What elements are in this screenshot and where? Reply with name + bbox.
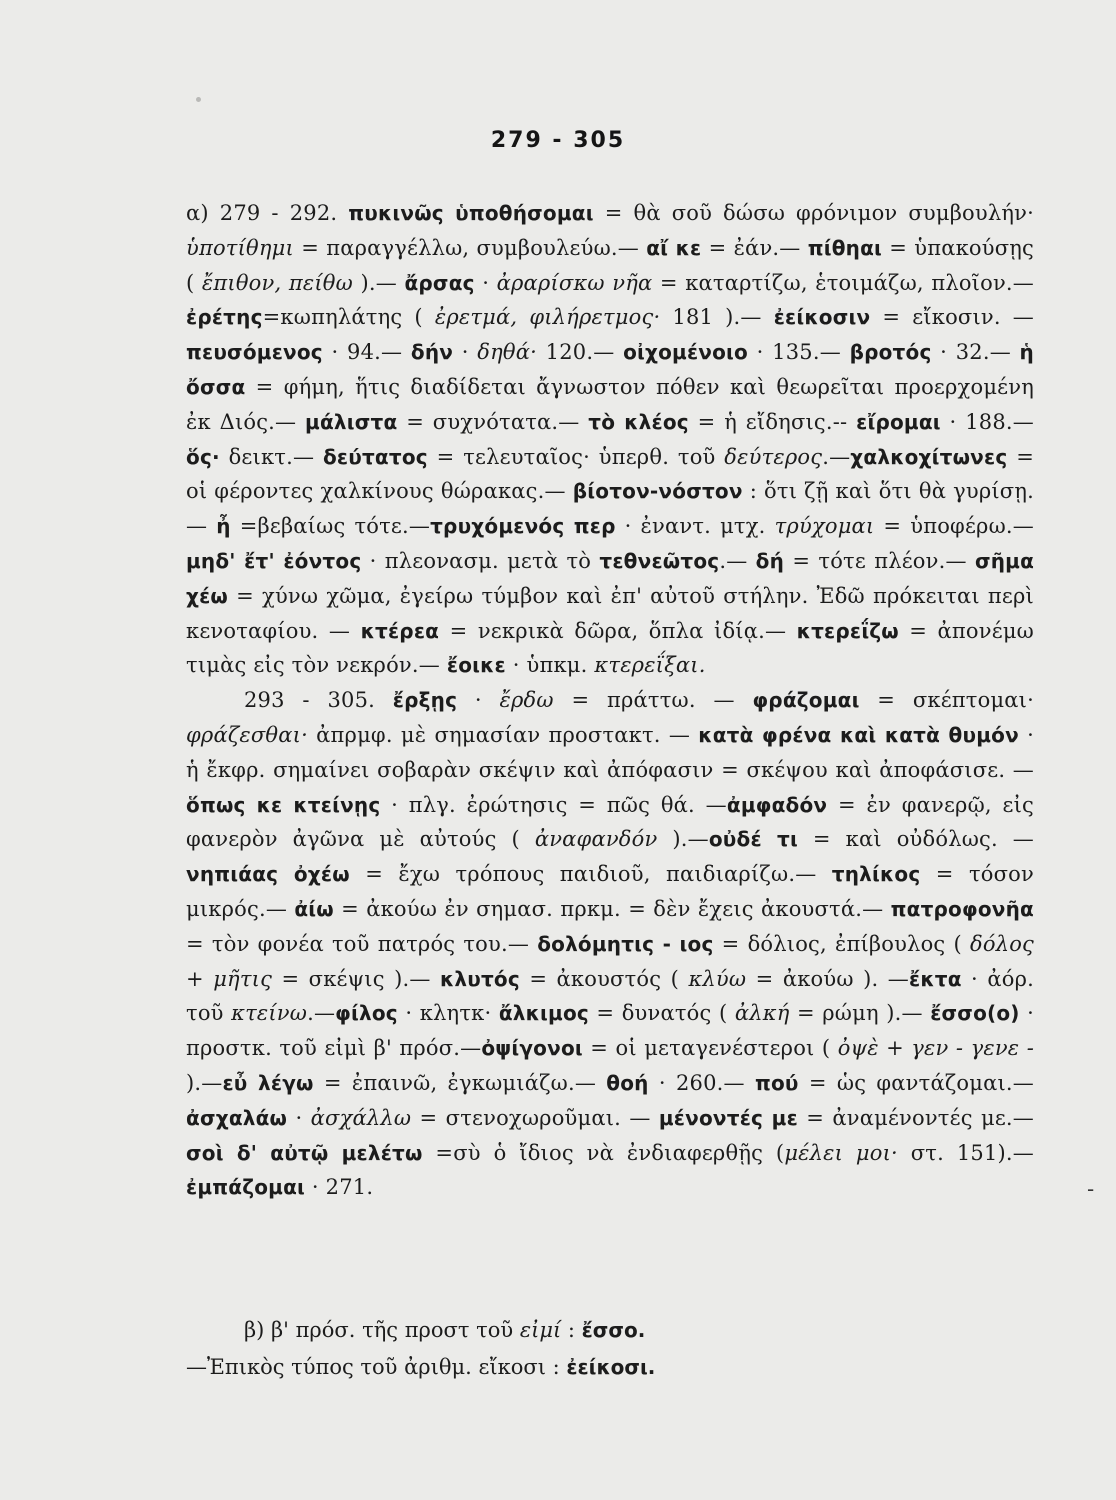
text: στ. 151).—	[897, 1140, 1034, 1165]
text: = συχνότατα.—	[397, 409, 589, 434]
text: 279 - 292.	[208, 201, 349, 225]
text: = σκέψις ).—	[272, 966, 440, 991]
italic-text: ἔρδω	[499, 688, 554, 713]
text: = οἱ μεταγενέστεροι (	[582, 1036, 838, 1061]
paragraph-293-305	[186, 683, 1034, 1205]
text: ).—	[657, 827, 709, 852]
lemma: θοή	[606, 1070, 649, 1095]
lemma: πυκινῶς ὑποθήσομαι	[348, 201, 594, 225]
text: = τελευταῖος· ὑπερθ. τοῦ	[427, 444, 725, 469]
text: = νεκρικὰ δῶρα, ὅπλα ἰδίᾳ.—	[439, 618, 797, 643]
page-header: 279 - 305	[490, 128, 626, 153]
scan-speck	[196, 97, 201, 102]
italic-text: ἀραρίσκω νῆα	[496, 270, 653, 295]
text: ἀπρμφ. μὲ σημασίαν προστακτ. —	[307, 722, 699, 747]
lemma: ἦ	[216, 514, 231, 539]
text: =βεβαίως τότε.—	[230, 514, 431, 539]
text: = οἱ φέροντες χαλκίνους θώρακας.—	[186, 444, 1034, 504]
text: = ἀκούω ). —	[746, 966, 909, 991]
text: = ὡς φαντάζομαι.—	[798, 1070, 1035, 1095]
text: β' πρόσ. τῆς προστ τοῦ	[271, 1318, 520, 1342]
text: = ἀκούω ἐν σημασ. πρκμ. = δὲν ἔχεις ἀκουστά.—	[333, 896, 891, 921]
lemma: ἀίω	[294, 896, 334, 921]
text: = εἴκοσιν. —	[870, 305, 1034, 330]
lemma: οἰχομένοιο	[623, 340, 748, 365]
text: = ἔχω τρόπους παιδιοῦ, παιδιαρίζω.—	[349, 862, 832, 887]
italic-text: μέλει μοι·	[784, 1140, 898, 1165]
text: · 135.—	[747, 340, 850, 365]
lemma: πατροφονῆα	[890, 896, 1034, 921]
italic-text: ὀψὲ + γεν - γενε -	[837, 1036, 1034, 1061]
text: = ἐν φανερῷ, εἰς φανερὸν ἀγῶνα μὲ αὐτούς (	[186, 792, 1034, 852]
text: = θὰ σοῦ δώσω φρόνιμον συμβουλήν·	[593, 201, 1034, 225]
lemma: κτέρεα	[360, 618, 440, 643]
paragraph-279-292	[186, 196, 1034, 683]
lemma: κτερεΐζω	[796, 618, 899, 643]
italic-text: δόλος + μῆτις	[186, 931, 1035, 991]
text: = στενοχωροῦμαι. —	[411, 1105, 659, 1130]
lemma: ἡ ὄσσα	[186, 340, 1034, 399]
text: = χύνω χῶμα, ἐγείρω τύμβον καὶ ἐπ' αὐτοῦ στήλην. Ἐδῶ πρόκειται περὶ κενοταφίου. —	[186, 583, 1034, 643]
text: · ὑπκμ.	[505, 653, 595, 678]
lemma: ἄλκιμος	[498, 1001, 589, 1026]
italic-text: ἀναφανδόν	[534, 827, 658, 852]
text: ).—	[352, 270, 405, 295]
text: = καταρτίζω, ἑτοιμάζω, πλοῖον.—	[652, 270, 1034, 295]
text: δεικτ.—	[219, 444, 323, 469]
lemma: ἀμφαδόν	[726, 792, 828, 817]
lemma: ἔοικε	[446, 653, 506, 678]
italic-text: ἔπιθον, πείθω	[201, 270, 353, 295]
section-label: β)	[244, 1318, 272, 1342]
text: =σὺ ὁ ἴδιος νὰ ἐνδιαφερθῇς (	[422, 1140, 785, 1165]
text: = τόσον μικρός.—	[186, 862, 1034, 921]
text: · προστκ. τοῦ εἰμὶ β' πρόσ.—	[186, 1001, 1034, 1061]
italic-text: κτερεΐξαι.	[594, 653, 706, 678]
note-b	[186, 1312, 1034, 1349]
text: :	[561, 1318, 582, 1342]
margin-mark: -	[1087, 1177, 1095, 1201]
italic-text: κλύω	[688, 966, 747, 991]
lemma: ὀψίγονοι	[481, 1036, 583, 1061]
text: 293 - 305.	[244, 688, 393, 713]
text: 120.—	[537, 340, 624, 365]
lemma: τρυχόμενός περ	[430, 514, 616, 539]
italic-text: ἀλκή	[734, 1001, 790, 1026]
lemma: βίοτον-νόστον	[572, 479, 743, 504]
lemma: μηδ' ἔτ' ἐόντος	[186, 548, 362, 573]
text: = τότε πλέον.—	[784, 548, 975, 573]
section-label: α)	[186, 201, 209, 225]
lemma: δεύτατος	[322, 444, 428, 469]
lemma: σῆμα χέω	[186, 548, 1035, 608]
lemma: ὅς·	[186, 444, 220, 469]
lemma: πευσόμενος	[186, 340, 323, 365]
lemma: εὖ λέγω	[222, 1070, 314, 1095]
text: = τὸν φονέα τοῦ πατρός του.—	[186, 931, 538, 956]
italic-text: δηθά·	[477, 340, 537, 365]
text: ·	[474, 270, 497, 295]
text: = ὑποφέρω.—	[874, 514, 1034, 539]
lemma: δήν	[410, 340, 454, 365]
lemma: τεθνεῶτος	[599, 548, 720, 573]
text: = σκέπτομαι·	[859, 688, 1034, 713]
text: · κλητκ·	[397, 1001, 499, 1026]
text: = ἀναμένοντές με.—	[797, 1105, 1034, 1130]
lemma: πού	[754, 1070, 799, 1095]
lemma: χαλκοχίτωνες	[850, 444, 1008, 469]
text: = φήμη, ἥτις διαδίδεται ἄγνωστον πόθεν καὶ θεωρεῖται προερχομένη ἐκ Διός.—	[186, 374, 1034, 434]
text: · ἡ ἔκφρ. σημαίνει σοβαρὰν σκέψιν καὶ ἀπόφασιν = σκέψου καὶ ἀποφάσισε. —	[186, 722, 1034, 782]
lemma: ἀσχαλάω	[186, 1105, 288, 1130]
lemma: ἔκτα	[908, 966, 962, 991]
lemma: εἴρομαι	[856, 409, 941, 434]
lemma: ἐείκοσιν	[773, 305, 871, 330]
notes-section	[186, 1312, 1034, 1386]
commentary-body	[186, 196, 1034, 1205]
text: .—	[719, 548, 756, 573]
lemma: αἴ κε	[646, 235, 702, 260]
italic-text: κτείνω	[231, 1001, 308, 1026]
text: · πλγ. ἐρώτησις = πῶς θά. —	[380, 792, 727, 817]
text: · ἀόρ. τοῦ	[186, 966, 1034, 1026]
lemma: φράζομαι	[752, 688, 860, 713]
lemma: σοὶ δ' αὐτῷ μελέτω	[186, 1140, 423, 1165]
lemma: ἄρσας	[404, 270, 475, 295]
text: · 271.	[305, 1175, 374, 1200]
text: · 32.—	[931, 340, 1020, 365]
italic-text: ἀσχάλλω	[310, 1105, 412, 1130]
text: = ἐπαινῶ, ἐγκωμιάζω.—	[313, 1070, 607, 1095]
lemma: ἐείκοσι.	[566, 1355, 656, 1379]
text: = ρώμη ).—	[789, 1001, 931, 1026]
text: · πλεονασμ. μετὰ τὸ	[361, 548, 600, 573]
lemma: ὅπως κε κτείνῃς	[186, 792, 381, 817]
lemma: ἔρξῃς	[392, 688, 458, 713]
text: ).—	[186, 1070, 223, 1095]
lemma: φίλος	[335, 1001, 398, 1026]
lemma: δολόμητις - ιος	[537, 931, 714, 956]
italic-text: ἐρετμά, φιλήρετμος·	[434, 305, 661, 330]
text: · 260.—	[648, 1070, 755, 1095]
lemma: δή	[755, 548, 785, 573]
text: = καὶ οὐδόλως. —	[797, 827, 1035, 852]
text: = ἐάν.—	[701, 235, 808, 260]
text: = ἡ εἴδησις.--	[688, 409, 857, 434]
lemma: ἐμπάζομαι	[186, 1175, 306, 1200]
lemma: τηλίκος	[831, 862, 921, 887]
text: ·	[453, 340, 478, 365]
italic-text: τρύχομαι	[774, 514, 875, 539]
italic-text: ὑποτίθημι	[186, 235, 294, 260]
text: 181 ).—	[660, 305, 774, 330]
text: = ὑπακούσῃς (	[186, 235, 1035, 295]
lemma: κατὰ φρένα καὶ κατὰ θυμόν	[698, 722, 1019, 747]
text: ·	[287, 1105, 311, 1130]
lemma: νηπιάας ὀχέω	[186, 862, 350, 887]
text: = ἀπονέμω τιμὰς εἰς τὸν νεκρόν.—	[186, 618, 1034, 678]
text: = δυνατός (	[588, 1001, 735, 1026]
text: .—	[822, 444, 851, 469]
note-c	[186, 1349, 1034, 1386]
lemma: ἐρέτης	[186, 305, 263, 330]
text: · 188.—	[940, 409, 1034, 434]
lemma: ἔσσο.	[581, 1318, 646, 1342]
lemma: μάλιστα	[305, 409, 398, 434]
text: ·	[457, 688, 500, 713]
italic-text: φράζεσθαι·	[186, 722, 308, 747]
text: —Ἐπικὸς τύπος τοῦ ἀριθμ. εἴκοσι :	[186, 1355, 567, 1379]
text: : ὅτι ζῇ καὶ ὅτι θὰ γυρίσῃ.—	[186, 479, 1034, 539]
text: · ἐναντ. μτχ.	[615, 514, 775, 539]
text: = παραγγέλλω, συμβουλεύω.—	[293, 235, 647, 260]
text: = ἀκουστός (	[519, 966, 689, 991]
lemma: τὸ κλέος	[588, 409, 689, 434]
text: .—	[307, 1001, 336, 1026]
text: · 94.—	[322, 340, 411, 365]
text: =κωπηλάτης (	[262, 305, 435, 330]
italic-text: εἰμί	[519, 1318, 562, 1342]
lemma: βροτός	[849, 340, 932, 365]
lemma: ἔσσο(ο)	[930, 1001, 1020, 1026]
italic-text: δεύτερος	[724, 444, 823, 469]
text: = πράττω. —	[553, 688, 753, 713]
lemma: οὐδέ τι	[708, 827, 798, 852]
text: = δόλιος, ἐπίβουλος (	[713, 931, 971, 956]
lemma: κλυτός	[439, 966, 520, 991]
lemma: μένοντές με	[658, 1105, 798, 1130]
lemma: πίθηαι	[807, 235, 883, 260]
